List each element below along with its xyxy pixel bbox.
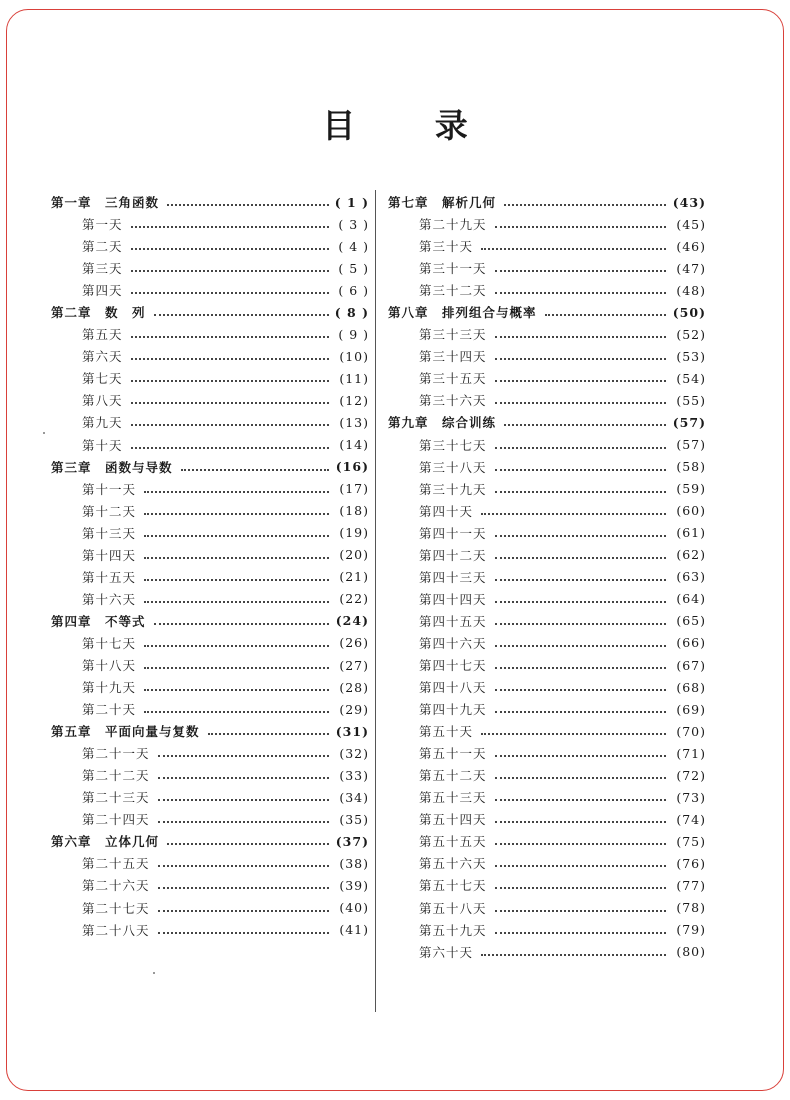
dot-leader bbox=[495, 226, 666, 228]
dot-leader bbox=[481, 954, 666, 956]
toc-page-number: (72) bbox=[676, 767, 706, 783]
toc-day-entry[interactable] bbox=[51, 786, 369, 808]
toc-page-number: (53) bbox=[676, 348, 706, 364]
dot-leader bbox=[481, 513, 666, 515]
toc-page-number: ( 1 ) bbox=[334, 194, 369, 210]
dot-leader bbox=[495, 910, 666, 912]
toc-entry-label: 第三章 函数与导数 bbox=[51, 459, 173, 475]
toc-page-number: (29) bbox=[339, 701, 369, 717]
toc-entry-label: 第二十三天 bbox=[82, 790, 150, 806]
toc-page-number: ( 5 ) bbox=[338, 260, 369, 276]
toc-chapter-entry[interactable] bbox=[51, 456, 369, 478]
toc-entry-label: 第五十二天 bbox=[419, 768, 487, 784]
dot-leader bbox=[131, 226, 329, 228]
dot-leader bbox=[144, 513, 329, 515]
toc-page-number: (77) bbox=[676, 877, 706, 893]
toc-day-entry[interactable] bbox=[51, 213, 369, 235]
toc-chapter-entry[interactable] bbox=[388, 411, 706, 433]
toc-entry-label: 第一章 三角函数 bbox=[51, 195, 160, 211]
dot-leader bbox=[495, 402, 666, 404]
toc-right-column bbox=[388, 191, 706, 963]
toc-entry-label: 第三十三天 bbox=[419, 327, 487, 343]
dot-leader bbox=[144, 491, 329, 493]
toc-day-entry[interactable] bbox=[51, 588, 369, 610]
toc-entry-label: 第六天 bbox=[82, 349, 123, 365]
toc-day-entry[interactable] bbox=[51, 522, 369, 544]
toc-day-entry[interactable] bbox=[51, 698, 369, 720]
toc-day-entry[interactable] bbox=[388, 676, 706, 698]
toc-left-column bbox=[51, 191, 369, 941]
dot-leader bbox=[167, 843, 329, 845]
toc-day-entry[interactable] bbox=[388, 434, 706, 456]
dot-leader bbox=[481, 248, 666, 250]
toc-entry-label: 第六十天 bbox=[419, 944, 474, 960]
toc-day-entry[interactable] bbox=[388, 566, 706, 588]
toc-entry-label: 第五十一天 bbox=[419, 746, 487, 762]
dot-leader bbox=[495, 292, 666, 294]
toc-page-number: (18) bbox=[339, 503, 369, 519]
toc-entry-label: 第五十五天 bbox=[419, 834, 487, 850]
toc-entry-label: 第九章 综合训练 bbox=[388, 415, 497, 431]
toc-entry-label: 第三十一天 bbox=[419, 261, 487, 277]
toc-page-number: (60) bbox=[676, 503, 706, 519]
toc-page-number: (22) bbox=[339, 591, 369, 607]
toc-page-number: (28) bbox=[339, 679, 369, 695]
toc-entry-label: 第八章 排列组合与概率 bbox=[388, 305, 537, 321]
toc-page-number: (16) bbox=[335, 459, 369, 475]
toc-entry-label: 第五天 bbox=[82, 327, 123, 343]
dot-leader bbox=[495, 689, 666, 691]
dot-leader bbox=[495, 623, 666, 625]
toc-entry-label: 第二十九天 bbox=[419, 217, 487, 233]
toc-entry-label: 第四十六天 bbox=[419, 635, 487, 651]
toc-page-number: (47) bbox=[676, 260, 706, 276]
toc-entry-label: 第二十二天 bbox=[82, 768, 150, 784]
toc-entry-label: 第十二天 bbox=[82, 503, 137, 519]
dot-leader bbox=[144, 667, 329, 669]
toc-entry-label: 第四十二天 bbox=[419, 547, 487, 563]
toc-day-entry[interactable] bbox=[388, 213, 706, 235]
dot-leader bbox=[131, 402, 329, 404]
toc-entry-label: 第三十四天 bbox=[419, 349, 487, 365]
toc-day-entry[interactable] bbox=[51, 235, 369, 257]
toc-page-number: (40) bbox=[339, 900, 369, 916]
toc-page-number: (78) bbox=[676, 900, 706, 916]
toc-chapter-entry[interactable] bbox=[388, 301, 706, 323]
toc-day-entry[interactable] bbox=[388, 544, 706, 566]
dot-leader bbox=[504, 424, 666, 426]
toc-day-entry[interactable] bbox=[51, 919, 369, 941]
dot-leader bbox=[181, 469, 329, 471]
toc-page-number: ( 9 ) bbox=[338, 326, 369, 342]
toc-entry-label: 第二天 bbox=[82, 239, 123, 255]
toc-day-entry[interactable] bbox=[51, 852, 369, 874]
dot-leader bbox=[495, 447, 666, 449]
toc-day-entry[interactable] bbox=[51, 632, 369, 654]
toc-entry-label: 第七天 bbox=[82, 371, 123, 387]
toc-day-entry[interactable] bbox=[388, 742, 706, 764]
dot-leader bbox=[144, 557, 329, 559]
toc-day-entry[interactable] bbox=[388, 389, 706, 411]
dot-leader bbox=[158, 799, 329, 801]
dot-leader bbox=[495, 336, 666, 338]
dot-leader bbox=[158, 821, 329, 823]
toc-entry-label: 第一天 bbox=[82, 217, 123, 233]
toc-day-entry[interactable] bbox=[388, 279, 706, 301]
toc-entry-label: 第十五天 bbox=[82, 569, 137, 585]
toc-page-number: (64) bbox=[676, 591, 706, 607]
dot-leader bbox=[495, 557, 666, 559]
toc-entry-label: 第四十三天 bbox=[419, 569, 487, 585]
toc-entry-label: 第三十二天 bbox=[419, 283, 487, 299]
toc-day-entry[interactable] bbox=[388, 786, 706, 808]
toc-day-entry[interactable] bbox=[388, 874, 706, 896]
toc-day-entry[interactable] bbox=[51, 742, 369, 764]
toc-page-number: (37) bbox=[335, 833, 369, 849]
toc-day-entry[interactable] bbox=[51, 345, 369, 367]
dot-leader bbox=[495, 777, 666, 779]
dot-leader bbox=[131, 424, 329, 426]
dot-leader bbox=[158, 932, 329, 934]
page-title: 目 录 bbox=[322, 106, 502, 145]
toc-day-entry[interactable] bbox=[388, 610, 706, 632]
toc-entry-label: 第四十天 bbox=[419, 503, 474, 519]
toc-day-entry[interactable] bbox=[388, 897, 706, 919]
toc-page-number: (58) bbox=[676, 459, 706, 475]
dot-leader bbox=[167, 204, 329, 206]
toc-entry-label: 第二十一天 bbox=[82, 746, 150, 762]
toc-chapter-entry[interactable] bbox=[51, 830, 369, 852]
dot-leader bbox=[131, 380, 329, 382]
dot-leader bbox=[481, 733, 666, 735]
toc-day-entry[interactable] bbox=[388, 808, 706, 830]
toc-day-entry[interactable] bbox=[388, 345, 706, 367]
toc-entry-label: 第五十六天 bbox=[419, 856, 487, 872]
toc-entry-label: 第四十七天 bbox=[419, 658, 487, 673]
toc-entry-label: 第二十六天 bbox=[82, 878, 150, 894]
dot-leader bbox=[504, 204, 666, 206]
toc-day-entry[interactable] bbox=[388, 852, 706, 874]
toc-entry-label: 第三十七天 bbox=[419, 437, 487, 453]
toc-entry-label: 第六章 立体几何 bbox=[51, 834, 160, 850]
toc-entry-label: 第四十八天 bbox=[419, 680, 487, 696]
dot-leader bbox=[158, 777, 329, 779]
dot-leader bbox=[144, 579, 329, 581]
toc-entry-label: 第三十天 bbox=[419, 239, 474, 255]
toc-entry-label: 第五十八天 bbox=[419, 900, 487, 916]
dot-leader bbox=[495, 270, 666, 272]
toc-page-number: (12) bbox=[339, 392, 369, 408]
toc-entry-label: 第五十三天 bbox=[419, 790, 487, 806]
dot-leader bbox=[495, 821, 666, 823]
toc-chapter-entry[interactable] bbox=[51, 191, 369, 213]
toc-page-number: (61) bbox=[676, 525, 706, 541]
toc-day-entry[interactable] bbox=[51, 434, 369, 456]
toc-entry-label: 第十三天 bbox=[82, 525, 137, 541]
dot-leader bbox=[158, 865, 329, 867]
toc-entry-label: 第十七天 bbox=[82, 635, 137, 651]
toc-day-entry[interactable] bbox=[51, 808, 369, 830]
toc-day-entry[interactable] bbox=[51, 897, 369, 919]
toc-page-number: (14) bbox=[339, 437, 369, 453]
toc-entry-label: 第四天 bbox=[82, 283, 123, 299]
toc-day-entry[interactable] bbox=[388, 830, 706, 852]
dot-leader bbox=[495, 380, 666, 382]
toc-page-number: (17) bbox=[339, 481, 369, 497]
toc-page-number: (24) bbox=[335, 613, 369, 629]
toc-page-number: (75) bbox=[676, 833, 706, 849]
toc-page-number: (55) bbox=[676, 392, 706, 408]
toc-entry-label: 第十天 bbox=[82, 437, 123, 453]
toc-day-entry[interactable] bbox=[51, 478, 369, 500]
dot-leader bbox=[131, 270, 329, 272]
toc-day-entry[interactable] bbox=[51, 566, 369, 588]
toc-entry-label: 第十四天 bbox=[82, 547, 137, 563]
toc-entry-label: 第二十四天 bbox=[82, 812, 150, 828]
dot-leader bbox=[495, 755, 666, 757]
dot-leader bbox=[495, 799, 666, 801]
toc-entry-label: 第三天 bbox=[82, 261, 123, 277]
column-divider bbox=[375, 190, 376, 1012]
toc-page-number: (21) bbox=[339, 569, 369, 585]
dot-leader bbox=[495, 667, 666, 669]
toc-chapter-entry[interactable] bbox=[51, 301, 369, 323]
toc-page-number: (76) bbox=[676, 855, 706, 871]
toc-page-number: (27) bbox=[339, 657, 369, 673]
toc-entry-label: 第四十五天 bbox=[419, 613, 487, 629]
toc-page-number: (73) bbox=[676, 789, 706, 805]
toc-day-entry[interactable] bbox=[388, 500, 706, 522]
toc-entry-label: 第五十七天 bbox=[419, 878, 487, 894]
dot-leader bbox=[131, 292, 329, 294]
dot-leader bbox=[154, 314, 329, 316]
dot-leader bbox=[158, 910, 329, 912]
toc-page-number: (57) bbox=[676, 437, 706, 453]
toc-entry-label: 第十八天 bbox=[82, 658, 137, 673]
dot-leader bbox=[158, 755, 329, 757]
toc-day-entry[interactable] bbox=[388, 654, 706, 676]
toc-page-number: (48) bbox=[676, 282, 706, 298]
toc-day-entry[interactable] bbox=[388, 588, 706, 610]
toc-page-number: (20) bbox=[339, 547, 369, 563]
toc-chapter-entry[interactable] bbox=[388, 191, 706, 213]
toc-page-number: (69) bbox=[676, 701, 706, 717]
toc-page-number: (38) bbox=[339, 855, 369, 871]
toc-entry-label: 第七章 解析几何 bbox=[388, 195, 497, 211]
toc-entry-label: 第四十四天 bbox=[419, 591, 487, 607]
toc-page-number: ( 6 ) bbox=[338, 282, 369, 298]
dot-leader bbox=[495, 535, 666, 537]
toc-entry-label: 第十六天 bbox=[82, 591, 137, 607]
dot-leader bbox=[495, 865, 666, 867]
toc-page-number: (68) bbox=[676, 679, 706, 695]
toc-entry-label: 第五十四天 bbox=[419, 812, 487, 828]
toc-page-number: (46) bbox=[676, 238, 706, 254]
toc-page-number: ( 4 ) bbox=[338, 238, 369, 254]
toc-page-number: (45) bbox=[676, 216, 706, 232]
dot-leader bbox=[131, 447, 329, 449]
toc-page-number: (43) bbox=[672, 194, 706, 210]
toc-day-entry[interactable] bbox=[388, 698, 706, 720]
toc-day-entry[interactable] bbox=[388, 720, 706, 742]
toc-day-entry[interactable] bbox=[388, 632, 706, 654]
toc-day-entry[interactable] bbox=[51, 874, 369, 896]
toc-day-entry[interactable] bbox=[51, 389, 369, 411]
toc-page-number: (32) bbox=[339, 745, 369, 761]
dot-leader bbox=[545, 314, 666, 316]
toc-page-number: (41) bbox=[339, 922, 369, 938]
toc-day-entry[interactable] bbox=[51, 654, 369, 676]
toc-page-number: (66) bbox=[676, 635, 706, 651]
toc-page-number: ( 8 ) bbox=[334, 304, 369, 320]
dot-leader bbox=[495, 932, 666, 934]
dot-leader bbox=[154, 623, 329, 625]
toc-entry-label: 第五十天 bbox=[419, 724, 474, 740]
toc-page-number: (71) bbox=[676, 745, 706, 761]
toc-page-number: (35) bbox=[339, 811, 369, 827]
scan-speck bbox=[43, 432, 45, 434]
dot-leader bbox=[495, 358, 666, 360]
toc-entry-label: 第五章 平面向量与复数 bbox=[51, 724, 200, 740]
toc-entry-label: 第八天 bbox=[82, 393, 123, 409]
toc-entry-label: 第三十八天 bbox=[419, 459, 487, 475]
toc-day-entry[interactable] bbox=[388, 764, 706, 786]
toc-day-entry[interactable] bbox=[51, 367, 369, 389]
toc-entry-label: 第四十一天 bbox=[419, 525, 487, 541]
toc-day-entry[interactable] bbox=[388, 456, 706, 478]
toc-page-number: (59) bbox=[676, 481, 706, 497]
toc-page-number: (19) bbox=[339, 525, 369, 541]
toc-page-number: (52) bbox=[676, 326, 706, 342]
toc-entry-label: 第十九天 bbox=[82, 680, 137, 696]
dot-leader bbox=[495, 601, 666, 603]
toc-chapter-entry[interactable] bbox=[51, 610, 369, 632]
toc-entry-label: 第三十五天 bbox=[419, 371, 487, 387]
toc-page-number: (10) bbox=[339, 348, 369, 364]
toc-page-number: (39) bbox=[339, 877, 369, 893]
dot-leader bbox=[495, 843, 666, 845]
toc-entry-label: 第二十七天 bbox=[82, 900, 150, 916]
dot-leader bbox=[131, 336, 329, 338]
toc-page-number: (79) bbox=[676, 922, 706, 938]
dot-leader bbox=[495, 711, 666, 713]
toc-day-entry[interactable] bbox=[51, 279, 369, 301]
toc-page-number: (54) bbox=[676, 370, 706, 386]
toc-day-entry[interactable] bbox=[51, 323, 369, 345]
toc-page-number: (80) bbox=[676, 944, 706, 960]
toc-entry-label: 第四十九天 bbox=[419, 702, 487, 718]
toc-page-number: (67) bbox=[676, 657, 706, 673]
toc-entry-label: 第四章 不等式 bbox=[51, 613, 146, 629]
toc-entry-label: 第二十八天 bbox=[82, 922, 150, 938]
toc-day-entry[interactable] bbox=[51, 676, 369, 698]
toc-page-number: ( 3 ) bbox=[338, 216, 369, 232]
toc-entry-label: 第二章 数 列 bbox=[51, 305, 146, 321]
dot-leader bbox=[495, 645, 666, 647]
toc-day-entry[interactable] bbox=[388, 522, 706, 544]
dot-leader bbox=[131, 248, 329, 250]
toc-day-entry[interactable] bbox=[51, 411, 369, 433]
toc-page-number: (26) bbox=[339, 635, 369, 651]
toc-day-entry[interactable] bbox=[388, 478, 706, 500]
dot-leader bbox=[144, 535, 329, 537]
toc-day-entry[interactable] bbox=[51, 544, 369, 566]
toc-entry-label: 第九天 bbox=[82, 415, 123, 431]
toc-day-entry[interactable] bbox=[388, 323, 706, 345]
dot-leader bbox=[144, 601, 329, 603]
toc-page-number: (63) bbox=[676, 569, 706, 585]
toc-day-entry[interactable] bbox=[388, 941, 706, 963]
toc-entry-label: 第十一天 bbox=[82, 481, 137, 497]
toc-chapter-entry[interactable] bbox=[51, 720, 369, 742]
toc-page-number: (11) bbox=[339, 370, 369, 386]
toc-page-number: (31) bbox=[335, 723, 369, 739]
dot-leader bbox=[495, 469, 666, 471]
toc-day-entry[interactable] bbox=[388, 235, 706, 257]
dot-leader bbox=[495, 491, 666, 493]
toc-day-entry[interactable] bbox=[51, 764, 369, 786]
dot-leader bbox=[144, 645, 329, 647]
toc-page-number: (57) bbox=[672, 414, 706, 430]
toc-entry-label: 第五十九天 bbox=[419, 922, 487, 938]
dot-leader bbox=[495, 887, 666, 889]
toc-day-entry[interactable] bbox=[388, 257, 706, 279]
toc-page-number: (62) bbox=[676, 547, 706, 563]
toc-entry-label: 第二十五天 bbox=[82, 856, 150, 872]
dot-leader bbox=[495, 579, 666, 581]
toc-day-entry[interactable] bbox=[51, 257, 369, 279]
toc-page-number: (70) bbox=[676, 723, 706, 739]
toc-page-number: (13) bbox=[339, 414, 369, 430]
toc-day-entry[interactable] bbox=[51, 500, 369, 522]
toc-entry-label: 第三十六天 bbox=[419, 393, 487, 409]
toc-entry-label: 第三十九天 bbox=[419, 481, 487, 497]
dot-leader bbox=[208, 733, 329, 735]
dot-leader bbox=[131, 358, 329, 360]
dot-leader bbox=[144, 689, 329, 691]
toc-page-number: (50) bbox=[672, 304, 706, 320]
dot-leader bbox=[144, 711, 329, 713]
scan-speck bbox=[153, 972, 155, 974]
dot-leader bbox=[158, 887, 329, 889]
toc-page-number: (65) bbox=[676, 613, 706, 629]
toc-page-number: (33) bbox=[339, 767, 369, 783]
toc-entry-label: 第二十天 bbox=[82, 702, 137, 718]
toc-day-entry[interactable] bbox=[388, 919, 706, 941]
toc-page-number: (74) bbox=[676, 811, 706, 827]
toc-day-entry[interactable] bbox=[388, 367, 706, 389]
toc-page-number: (34) bbox=[339, 789, 369, 805]
